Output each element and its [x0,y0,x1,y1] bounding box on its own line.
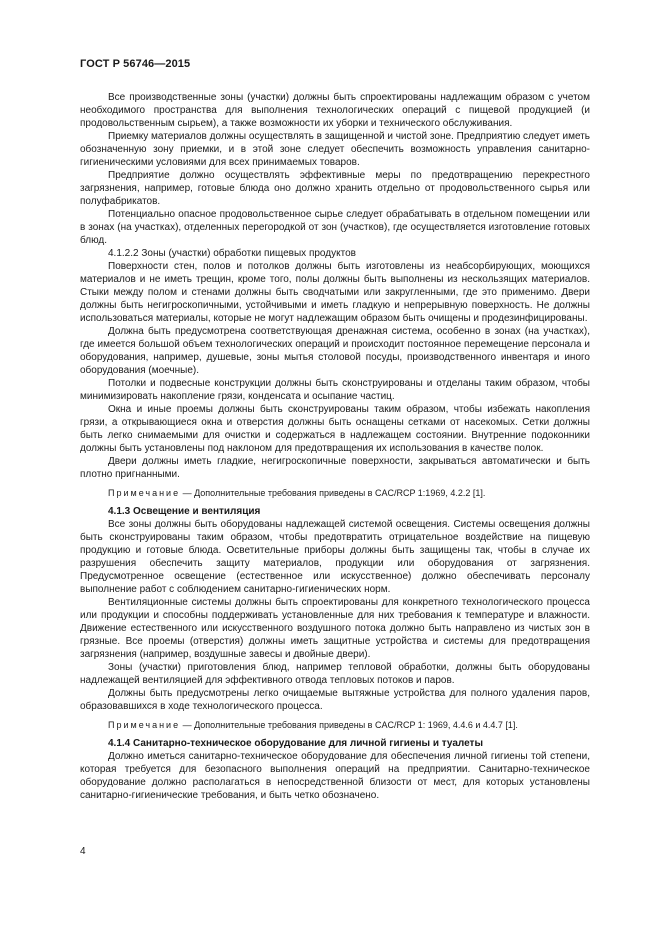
note-text: — Дополнительные требования приведены в CAC/RCP 1: 1969, 4.4.6 и 4.4.7 [1]. [180,720,518,730]
paragraph: Должны быть предусмотрены легко очищаемые вытяжные устройства для полного удаления паров, образовавшихся в ходе технологического процесса. [80,688,590,712]
document-code: ГОСТ Р 56746—2015 [80,58,191,70]
paragraph: Предприятие должно осуществлять эффективные меры по предотвращению перекрестного загрязнения, например, готовые блюда оно должно хранить отдельно от продовольственного сырья или полуфабрикатов. [80,170,590,207]
document-body [80,91,590,802]
paragraph: Окна и иные проемы должны быть сконструированы таким образом, чтобы избежать накопления грязи, а открывающиеся окна и отверстия должны быть оснащены сетками от насекомых. Сетки должны быть легко снимаемыми для очистки и содержаться в надлежащем состоянии. Внутренние подоконники должны быть установлены под наклоном для предотвращения их использования в качестве полок. [80,404,590,454]
note-label: Примечание [108,488,181,498]
section-heading: 4.1.4 Санитарно-техническое оборудование для личной гигиены и туалеты [108,738,483,749]
paragraph: Потенциально опасное продовольственное сырье следует обрабатывать в отдельном помещении или в зонах (на участках), отделенных перегородкой от зон (участков), где осуществляется изготовление готовых блюд. [80,209,590,246]
paragraph: Должно иметься санитарно-техническое оборудование для обеспечения личной гигиены той степени, которая требуется для безопасного выполнения операций на предприятии. Санитарно-техническое оборудование должно располагаться в непосредственной близости от мест, для которых установлены санитарно-гигиенические требования, и быть четко обозначено. [80,751,590,801]
note [80,487,590,499]
paragraph: Все производственные зоны (участки) должны быть спроектированы надлежащим образом с учетом необходимого пространства для выполнения технологических операций с пищевой продукцией (и продовольственным сырьем), а также возможности их уборки и технического обслуживания. [80,92,590,129]
paragraph: Потолки и подвесные конструкции должны быть сконструированы и отделаны таким образом, чтобы минимизировать накопление грязи, конденсата и осыпание частиц. [80,378,590,402]
paragraph: Все зоны должны быть оборудованы надлежащей системой освещения. Системы освещения должны быть сконструированы таким образом, чтобы предотвратить отрицательное воздействие на пищевую продукцию и готовые блюда. Осветительные приборы должны быть защищены так, чтобы в случае их разрушения обеспечить защиту материалов, продукции или оборудования от загрязнения. Предусмотренное освещение (естественное или искусственное) должно обеспечивать персоналу выполнение работ с соблюдением санитарно-гигиенических норм. [80,519,590,595]
note-text: — Дополнительные требования приведены в CAC/RCP 1:1969, 4.2.2 [1]. [180,488,486,498]
paragraph: 4.1.2.2 Зоны (участки) обработки пищевых продуктов [108,248,356,259]
paragraph: Вентиляционные системы должны быть спроектированы для конкретного технологического процесса или продукции и способны поддерживать установленные для них требования к температуре и влажности. Движение естественного или искусственного воздушного потока должно быть направлено из чистых зон в грязные. Все проемы (отверстия) должны иметь защитные устройства и системы для предотвращения загрязнения (например, воздушные завесы и двойные двери). [80,597,590,660]
paragraph: Поверхности стен, полов и потолков должны быть изготовлены из неабсорбирующих, моющихся материалов и не иметь трещин, кроме того, полы должны быть выполнены из нескользящих материалов. Стыки между полом и стенами должны быть сводчатыми или закругленными, где это применимо. Двери должны быть негигроскопичными, устойчивыми и иметь гладкую и непрерывную поверхность. Не должны использоваться материалы, которые не могут надлежащим образом быть очищены и продезинфицированы. [80,261,590,324]
section-heading: 4.1.3 Освещение и вентиляция [108,506,261,517]
page-number: 4 [80,846,86,857]
note-label: Примечание [108,720,181,730]
paragraph: Должна быть предусмотрена соответствующая дренажная система, особенно в зонах (на участках), где имеется большой объем технологических операций и происходит постоянное перемещение персонала и оборудования, например, душевые, зоны мытья столовой посуды, производственного инвентаря и иного оборудования (моечные). [80,326,590,376]
paragraph: Зоны (участки) приготовления блюд, например тепловой обработки, должны быть оборудованы надлежащей вентиляцией для эффективного отвода тепловых потоков и паров. [80,662,590,686]
paragraph: Двери должны иметь гладкие, негигроскопичные поверхности, закрываться автоматически и быть плотно пригнанными. [80,456,590,480]
paragraph: Приемку материалов должны осуществлять в защищенной и чистой зоне. Предприятию следует иметь обозначенную зону приемки, и в этой зоне следует обеспечить возможность управления санитарно-гигиеническими условиями для всех принимаемых товаров. [80,131,590,168]
note [80,719,590,731]
